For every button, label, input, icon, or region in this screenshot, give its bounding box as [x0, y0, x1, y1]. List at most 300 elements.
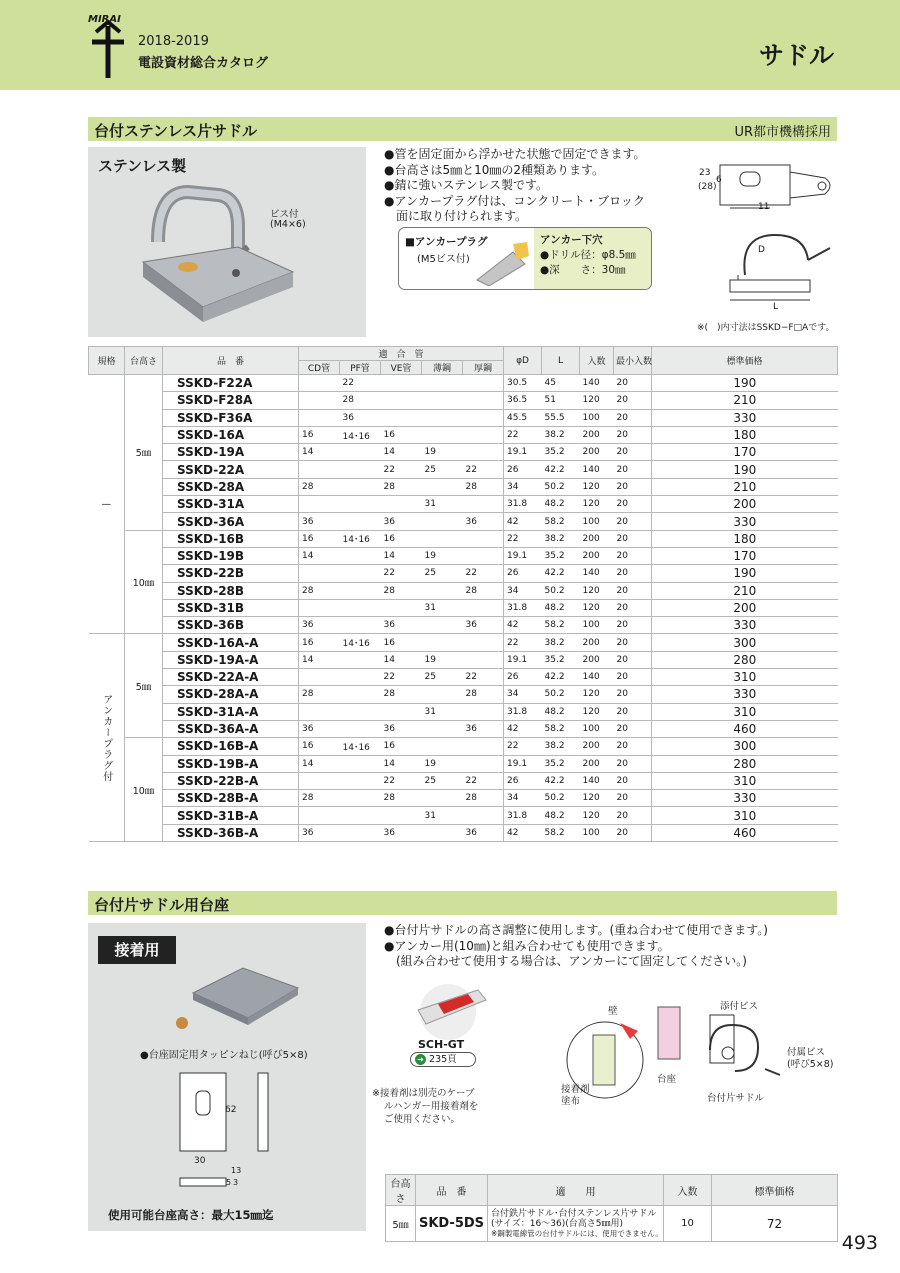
cell-code: SSKD-19B-A	[163, 755, 299, 772]
cell-thin: 31	[422, 599, 463, 616]
cell-l: 50.2	[542, 478, 580, 495]
th-cd: CD管	[299, 361, 340, 375]
cell-d: 19.1	[504, 444, 542, 461]
cell-min: 20	[614, 755, 652, 772]
cell-code: SSKD-22B	[163, 565, 299, 582]
cell-pf: 14･16	[340, 426, 381, 443]
table-row	[89, 703, 838, 720]
th-kikaku: 規格	[89, 347, 125, 375]
cell-ve: 22	[381, 461, 422, 478]
cell-d: 31.8	[504, 807, 542, 824]
cell-pf	[340, 686, 381, 703]
table-row	[89, 426, 838, 443]
cell-qty: 200	[580, 738, 614, 755]
screw-label: ビス付	[270, 209, 299, 220]
cell-l: 50.2	[542, 790, 580, 807]
cell-price: 210	[652, 392, 838, 409]
cell-min: 20	[614, 565, 652, 582]
cell-pf	[340, 478, 381, 495]
cell-ve: 22	[381, 772, 422, 789]
cell-l: 48.2	[542, 599, 580, 616]
cell-pf	[340, 824, 381, 841]
cell-min: 20	[614, 807, 652, 824]
feature-item: ●台付片サドルの高さ調整に使用します。(重ね合わせて使用できます。)	[384, 923, 768, 937]
cell-cd: 28	[299, 478, 340, 495]
brand-name: MIRAI	[88, 14, 121, 25]
cell-code: SSKD-19B	[163, 547, 299, 564]
label-screw-included-sub: (呼び5×8)	[787, 1059, 834, 1070]
cell-l: 50.2	[542, 582, 580, 599]
cell-thin: 25	[422, 772, 463, 789]
cell-l: 58.2	[542, 513, 580, 530]
ur-tag: UR都市機構採用	[734, 125, 831, 140]
cell-pf	[340, 565, 381, 582]
cell-qty: 120	[580, 599, 614, 616]
cell-qty: 200	[580, 444, 614, 461]
cell-thin	[422, 478, 463, 495]
cell-thick	[463, 496, 504, 513]
cell-price: 330	[652, 790, 838, 807]
cell-min: 20	[614, 599, 652, 616]
label-base: 台座	[657, 1074, 677, 1085]
cell-qty: 140	[580, 461, 614, 478]
cell-ve	[381, 807, 422, 824]
cell-d: 34	[504, 582, 542, 599]
cell-code: SSKD-16B-A	[163, 738, 299, 755]
cell-cd	[299, 669, 340, 686]
table-row	[89, 375, 838, 392]
cell-thick	[463, 426, 504, 443]
cell-code: SSKD-28B-A	[163, 790, 299, 807]
th-daitaka: 台高さ	[125, 347, 163, 375]
cell-min: 20	[614, 530, 652, 547]
feature-item: ●管を固定面から浮かせた状態で固定できます。	[384, 147, 646, 161]
cell-ve: 36	[381, 824, 422, 841]
cell-thick	[463, 807, 504, 824]
cell-ve: 28	[381, 790, 422, 807]
cell-thick: 28	[463, 686, 504, 703]
cell-d: 42	[504, 824, 542, 841]
cell-thin: 25	[422, 461, 463, 478]
cell-d: 19.1	[504, 547, 542, 564]
table-row	[89, 582, 838, 599]
cell-code: SSKD-36A	[163, 513, 299, 530]
th-l: L	[542, 347, 580, 375]
feature-list-2	[384, 923, 768, 970]
cell-thin: 19	[422, 755, 463, 772]
cell-qty: 200	[580, 426, 614, 443]
table-row	[89, 807, 838, 824]
adhesive-tube-icon	[398, 980, 498, 1040]
cell-min: 20	[614, 426, 652, 443]
th-ve: VE管	[381, 361, 422, 375]
cell-pf	[340, 444, 381, 461]
cell-cd: 14	[299, 651, 340, 668]
cell-d: 22	[504, 738, 542, 755]
dim-h3: 6	[716, 175, 722, 185]
cell-pf: 28	[340, 392, 381, 409]
cell-ve	[381, 375, 422, 392]
table-row	[89, 790, 838, 807]
cell-code: SSKD-16A-A	[163, 634, 299, 651]
cell-ve	[381, 392, 422, 409]
cell-code: SKD-5DS	[416, 1206, 488, 1242]
th2-code: 品 番	[416, 1175, 488, 1206]
th-hinban: 品 番	[163, 347, 299, 375]
dim-3: 3	[233, 1178, 239, 1187]
cell-pf	[340, 807, 381, 824]
page-header	[0, 0, 900, 90]
cell-l: 48.2	[542, 703, 580, 720]
cell-min: 20	[614, 617, 652, 634]
cell-cd	[299, 392, 340, 409]
spec-table-2	[385, 1174, 838, 1242]
cell-code: SSKD-22B-A	[163, 772, 299, 789]
cell-qty: 200	[580, 651, 614, 668]
th2-height: 台高さ	[386, 1175, 416, 1206]
cell-thick: 28	[463, 478, 504, 495]
cell-price: 170	[652, 444, 838, 461]
cell-min: 20	[614, 547, 652, 564]
cell-thin	[422, 392, 463, 409]
cell-thin: 19	[422, 651, 463, 668]
table-row	[89, 772, 838, 789]
cell-price: 280	[652, 755, 838, 772]
cell-min: 20	[614, 513, 652, 530]
label-wall: 壁	[608, 1006, 618, 1017]
cell-d: 26	[504, 772, 542, 789]
cell-min: 20	[614, 669, 652, 686]
cell-price: 310	[652, 772, 838, 789]
table-row	[89, 513, 838, 530]
cell-thick	[463, 375, 504, 392]
cell-l: 35.2	[542, 651, 580, 668]
cell-code: SSKD-22A	[163, 461, 299, 478]
cell-ve: 36	[381, 617, 422, 634]
app-line-3: ※鋼製電線管の台付サドルには、使用できません。	[491, 1228, 663, 1238]
cell-price: 460	[652, 720, 838, 737]
cell-cd: 16	[299, 426, 340, 443]
cell-ve: 16	[381, 426, 422, 443]
cell-d: 22	[504, 634, 542, 651]
page-ref-link[interactable]	[410, 1052, 476, 1067]
cell-ve: 16	[381, 738, 422, 755]
cell-price: 330	[652, 686, 838, 703]
cell-l: 51	[542, 392, 580, 409]
cell-price: 310	[652, 807, 838, 824]
cell-code: SSKD-28B	[163, 582, 299, 599]
cell-code: SSKD-16A	[163, 426, 299, 443]
table-row	[89, 478, 838, 495]
th-d: φD	[504, 347, 542, 375]
feature-item: ●アンカープラグ付は、コンクリート・ブロック	[384, 193, 645, 208]
cell-pf	[340, 599, 381, 616]
cell-d: 26	[504, 565, 542, 582]
label-screw-attached: 添付ビス	[720, 1001, 759, 1012]
cell-thick	[463, 755, 504, 772]
cell-code: SSKD-36A-A	[163, 720, 299, 737]
material-label: ステンレス製	[98, 157, 187, 175]
adhesive-code: SCH-GT	[418, 1038, 465, 1051]
cell-price: 190	[652, 461, 838, 478]
dim-13: 13	[231, 1166, 242, 1175]
cell-min: 20	[614, 582, 652, 599]
cell-l: 58.2	[542, 720, 580, 737]
cell-qty: 100	[580, 617, 614, 634]
cell-min: 20	[614, 496, 652, 513]
cell-thin: 19	[422, 547, 463, 564]
cell-pf	[340, 755, 381, 772]
cell-l: 42.2	[542, 772, 580, 789]
cell-cd: 16	[299, 634, 340, 651]
cell-application	[488, 1206, 664, 1242]
anchor-plug-icon	[469, 242, 531, 286]
cell-ve: 28	[381, 478, 422, 495]
cell-d: 19.1	[504, 651, 542, 668]
cell-pf: 22	[340, 375, 381, 392]
cell-d: 36.5	[504, 392, 542, 409]
cell-qty: 100	[580, 720, 614, 737]
cell-cd	[299, 375, 340, 392]
cell-thick: 22	[463, 669, 504, 686]
th2-app: 適 用	[488, 1175, 664, 1206]
cell-price: 330	[652, 409, 838, 426]
spec-table	[88, 346, 838, 842]
th-pf: PF管	[340, 361, 381, 375]
catalog-year: 2018-2019	[138, 34, 209, 49]
cell-code: SSKD-31A	[163, 496, 299, 513]
cell-price: 300	[652, 738, 838, 755]
cell-thin	[422, 617, 463, 634]
cell-ve: 14	[381, 755, 422, 772]
cell-d: 26	[504, 461, 542, 478]
label-adhesive: 接着剤	[561, 1084, 590, 1095]
cell-price: 180	[652, 426, 838, 443]
cell-d: 31.8	[504, 703, 542, 720]
cell-d: 34	[504, 790, 542, 807]
cell-ve	[381, 409, 422, 426]
table-row	[89, 824, 838, 841]
cell-thin	[422, 790, 463, 807]
label-screw-included: 付属ビス	[787, 1047, 826, 1058]
cell-l: 38.2	[542, 530, 580, 547]
cell-qty: 120	[580, 496, 614, 513]
screw-note: ●台座固定用タッピンねじ(呼び5×8)	[140, 1050, 308, 1061]
cell-l: 42.2	[542, 669, 580, 686]
app-line-2: (サイズ：16〜36)(台高さ5㎜用)	[491, 1218, 623, 1229]
table-row	[89, 392, 838, 409]
dim-62: 62	[225, 1105, 237, 1115]
cell-code: SSKD-F28A	[163, 392, 299, 409]
cell-thin	[422, 530, 463, 547]
cell-min: 20	[614, 409, 652, 426]
cell-l: 48.2	[542, 807, 580, 824]
cell-pf	[340, 496, 381, 513]
page-title: サドル	[758, 41, 834, 70]
cell-pf: 14･16	[340, 738, 381, 755]
usable-height: 使用可能台座高さ：最大15㎜迄	[108, 1208, 274, 1222]
cell-thick	[463, 409, 504, 426]
cell-ve: 14	[381, 444, 422, 461]
cell-price: 180	[652, 530, 838, 547]
cell-l: 42.2	[542, 565, 580, 582]
cell-ve	[381, 599, 422, 616]
cell-min: 20	[614, 772, 652, 789]
cell-price: 300	[652, 634, 838, 651]
arrow-right-icon: ➜	[415, 1054, 426, 1065]
cell-thick	[463, 703, 504, 720]
cell-min: 20	[614, 720, 652, 737]
adhesive-note-3: ご使用ください。	[384, 1114, 461, 1125]
cell-pf	[340, 513, 381, 530]
cell-cd: 36	[299, 513, 340, 530]
group-height: 10㎜	[125, 530, 163, 634]
section-title-2: 台付片サドル用台座	[94, 896, 230, 914]
cell-price: 210	[652, 582, 838, 599]
cell-code: SSKD-28A-A	[163, 686, 299, 703]
group-standard: —	[89, 375, 125, 634]
table-row	[89, 686, 838, 703]
cell-cd: 36	[299, 720, 340, 737]
cell-cd: 14	[299, 444, 340, 461]
cell-d: 26	[504, 669, 542, 686]
cell-pf	[340, 461, 381, 478]
cell-thin	[422, 513, 463, 530]
label-saddle: 台付片サドル	[707, 1093, 765, 1104]
cell-pf: 14･16	[340, 634, 381, 651]
cell-cd	[299, 461, 340, 478]
cell-thin	[422, 375, 463, 392]
anchor-plug-sub: (M5ビス付)	[417, 254, 470, 265]
cell-qty: 100	[580, 409, 614, 426]
cell-thin: 31	[422, 703, 463, 720]
cell-thick: 36	[463, 513, 504, 530]
table-row	[89, 651, 838, 668]
cell-thin	[422, 686, 463, 703]
cell-l: 38.2	[542, 426, 580, 443]
section-title: 台付ステンレス片サドル	[94, 122, 258, 140]
table-row	[89, 720, 838, 737]
cell-qty: 120	[580, 790, 614, 807]
cell-thin	[422, 824, 463, 841]
cell-price: 310	[652, 703, 838, 720]
th-iri: 入数	[580, 347, 614, 375]
cell-thin: 25	[422, 565, 463, 582]
adhesive-note-2: ルハンガー用接着剤を	[384, 1101, 479, 1112]
cell-d: 45.5	[504, 409, 542, 426]
feature-list	[384, 147, 646, 225]
cell-code: SSKD-31B-A	[163, 807, 299, 824]
dim-w: 11	[758, 202, 770, 212]
cell-thin: 19	[422, 444, 463, 461]
page-ref-text: 235頁	[429, 1054, 457, 1065]
mirai-logo-icon	[88, 18, 128, 80]
th-tekigoukan: 適 合 管	[299, 347, 504, 361]
cell-ve: 22	[381, 669, 422, 686]
cell-price: 190	[652, 375, 838, 392]
cell-code: SSKD-16B	[163, 530, 299, 547]
cell-l: 38.2	[542, 634, 580, 651]
cell-ve: 16	[381, 530, 422, 547]
cell-l: 45	[542, 375, 580, 392]
cell-min: 20	[614, 703, 652, 720]
cell-thick	[463, 651, 504, 668]
cell-price: 200	[652, 496, 838, 513]
cell-cd: 14	[299, 547, 340, 564]
cell-min: 20	[614, 444, 652, 461]
cell-ve: 14	[381, 547, 422, 564]
feature-item: ●錆に強いステンレス製です。	[384, 178, 549, 192]
th-thin: 薄鋼	[422, 361, 463, 375]
cell-qty: 100	[580, 513, 614, 530]
cell-d: 42	[504, 617, 542, 634]
dim-30: 30	[194, 1156, 206, 1166]
table-row	[89, 755, 838, 772]
cell-qty: 120	[580, 392, 614, 409]
cell-price: 280	[652, 651, 838, 668]
cell-d: 42	[504, 513, 542, 530]
table-row	[386, 1206, 838, 1242]
cell-cd: 16	[299, 530, 340, 547]
group-height: 5㎜	[125, 375, 163, 531]
cell-ve: 16	[381, 634, 422, 651]
cell-price: 200	[652, 599, 838, 616]
cell-thick	[463, 444, 504, 461]
cell-height: 5㎜	[386, 1206, 416, 1242]
table-row	[89, 617, 838, 634]
group-height: 5㎜	[125, 634, 163, 738]
cell-l: 48.2	[542, 496, 580, 513]
table-row	[89, 530, 838, 547]
cell-thin: 31	[422, 496, 463, 513]
cell-thick: 28	[463, 790, 504, 807]
dim-5: 5	[226, 1178, 232, 1187]
feature-item: ●アンカー用(10㎜)と組み合わせても使用できます。	[384, 938, 670, 953]
cell-ve	[381, 703, 422, 720]
cell-d: 22	[504, 530, 542, 547]
app-line-1: 台付鉄片サドル･台付ステンレス片サドル	[491, 1208, 657, 1219]
cell-qty: 140	[580, 565, 614, 582]
cell-ve: 28	[381, 686, 422, 703]
cell-min: 20	[614, 738, 652, 755]
screw-size: (M4×6)	[270, 219, 306, 230]
cell-min: 20	[614, 686, 652, 703]
cell-qty: 200	[580, 634, 614, 651]
anchor-hole-depth: ●深 さ：30㎜	[540, 264, 626, 276]
table-row	[89, 547, 838, 564]
cell-thick: 36	[463, 617, 504, 634]
cell-cd: 16	[299, 738, 340, 755]
cell-pf	[340, 617, 381, 634]
cell-thick	[463, 530, 504, 547]
cell-pf	[340, 703, 381, 720]
cell-code: SSKD-36B	[163, 617, 299, 634]
adhesive-type-badge: 接着用	[98, 936, 176, 964]
cell-price: 72	[712, 1206, 838, 1242]
cell-code: SSKD-31B	[163, 599, 299, 616]
table-row	[89, 409, 838, 426]
cell-cd	[299, 565, 340, 582]
th-thick: 厚鋼	[463, 361, 504, 375]
cell-cd: 28	[299, 686, 340, 703]
cell-price: 330	[652, 513, 838, 530]
cell-code: SSKD-36B-A	[163, 824, 299, 841]
cell-thin	[422, 634, 463, 651]
cell-thick: 22	[463, 461, 504, 478]
cell-qty: 200	[580, 547, 614, 564]
cell-d: 31.8	[504, 599, 542, 616]
cell-cd	[299, 807, 340, 824]
